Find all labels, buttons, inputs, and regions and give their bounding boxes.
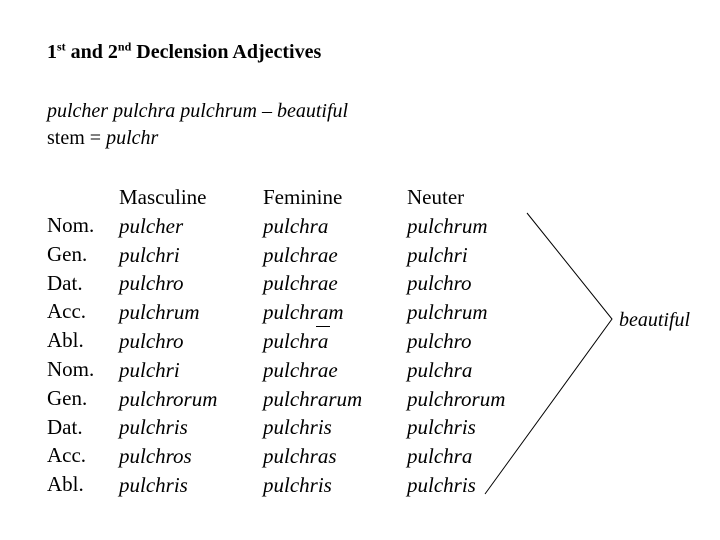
- masculine-form: pulchris: [119, 415, 188, 440]
- neuter-form: pulchro: [407, 271, 472, 296]
- feminine-form: pulchra: [263, 213, 329, 238]
- masculine-form: pulchrorum: [119, 386, 218, 411]
- feminine-header: Feminine: [263, 185, 343, 209]
- feminine-form-abl-sg: pulchr a: [263, 327, 362, 356]
- masculine-form: pulcher: [119, 213, 184, 238]
- masculine-form: pulchrum: [119, 300, 200, 325]
- neuter-column: [407, 183, 505, 500]
- masculine-form: pulchros: [119, 444, 192, 469]
- neuter-form: pulchri: [407, 242, 468, 267]
- case-column: [47, 211, 94, 499]
- masculine-form: pulchri: [119, 242, 180, 267]
- neuter-form: pulchrum: [407, 300, 488, 325]
- case-label: Dat.: [47, 414, 83, 439]
- case-label: Nom.: [47, 213, 95, 237]
- stem-value: pulchr: [106, 127, 159, 149]
- masculine-column: [119, 183, 217, 500]
- case-label: Gen.: [47, 385, 88, 410]
- case-label: Abl.: [47, 328, 84, 353]
- masculine-form: pulchro: [119, 271, 184, 296]
- stem-line: [47, 125, 158, 151]
- macron-vowel: a: [318, 327, 329, 356]
- case-label: Nom.: [47, 356, 95, 381]
- masculine-form: pulchri: [119, 357, 180, 382]
- gloss-beautiful: beautiful: [619, 309, 691, 331]
- feminine-form: pulchrae: [263, 242, 338, 267]
- feminine-form: pulchris: [263, 472, 332, 497]
- feminine-form: pulchram: [263, 300, 344, 325]
- masculine-form: pulchro: [119, 328, 184, 353]
- neuter-form: pulchris: [407, 415, 476, 440]
- lemma-line: [47, 98, 348, 124]
- feminine-form: pulchris: [263, 415, 332, 440]
- lemma-dash: –: [256, 100, 277, 122]
- case-label: Acc.: [47, 443, 87, 468]
- lemma-meaning: beautiful: [276, 100, 349, 122]
- feminine-form: pulchras: [263, 444, 337, 469]
- feminine-form: pulchrarum: [263, 386, 363, 411]
- masculine-header: Masculine: [119, 185, 207, 209]
- lemma-forms: pulcher pulchra pulchrum: [47, 100, 257, 122]
- case-label: Dat.: [47, 270, 83, 295]
- neuter-form: pulchra: [407, 357, 473, 382]
- feminine-form: pulchrae: [263, 271, 338, 296]
- case-label: Abl.: [47, 472, 84, 497]
- neuter-header: Neuter: [407, 185, 465, 209]
- neuter-form: pulchrum: [407, 213, 488, 238]
- neuter-form: pulchra: [407, 444, 473, 469]
- feminine-column: [263, 183, 362, 500]
- case-label: Acc.: [47, 299, 87, 324]
- neuter-form: pulchrorum: [407, 386, 506, 411]
- feminine-form: pulchrae: [263, 357, 338, 382]
- neuter-form: pulchris: [407, 472, 476, 497]
- stem-label: stem =: [47, 127, 107, 149]
- case-label: Gen.: [47, 241, 88, 266]
- page-title: 1st and 2nd Declension Adjectives: [47, 39, 322, 63]
- masculine-form: pulchris: [119, 472, 188, 497]
- neuter-form: pulchro: [407, 328, 472, 353]
